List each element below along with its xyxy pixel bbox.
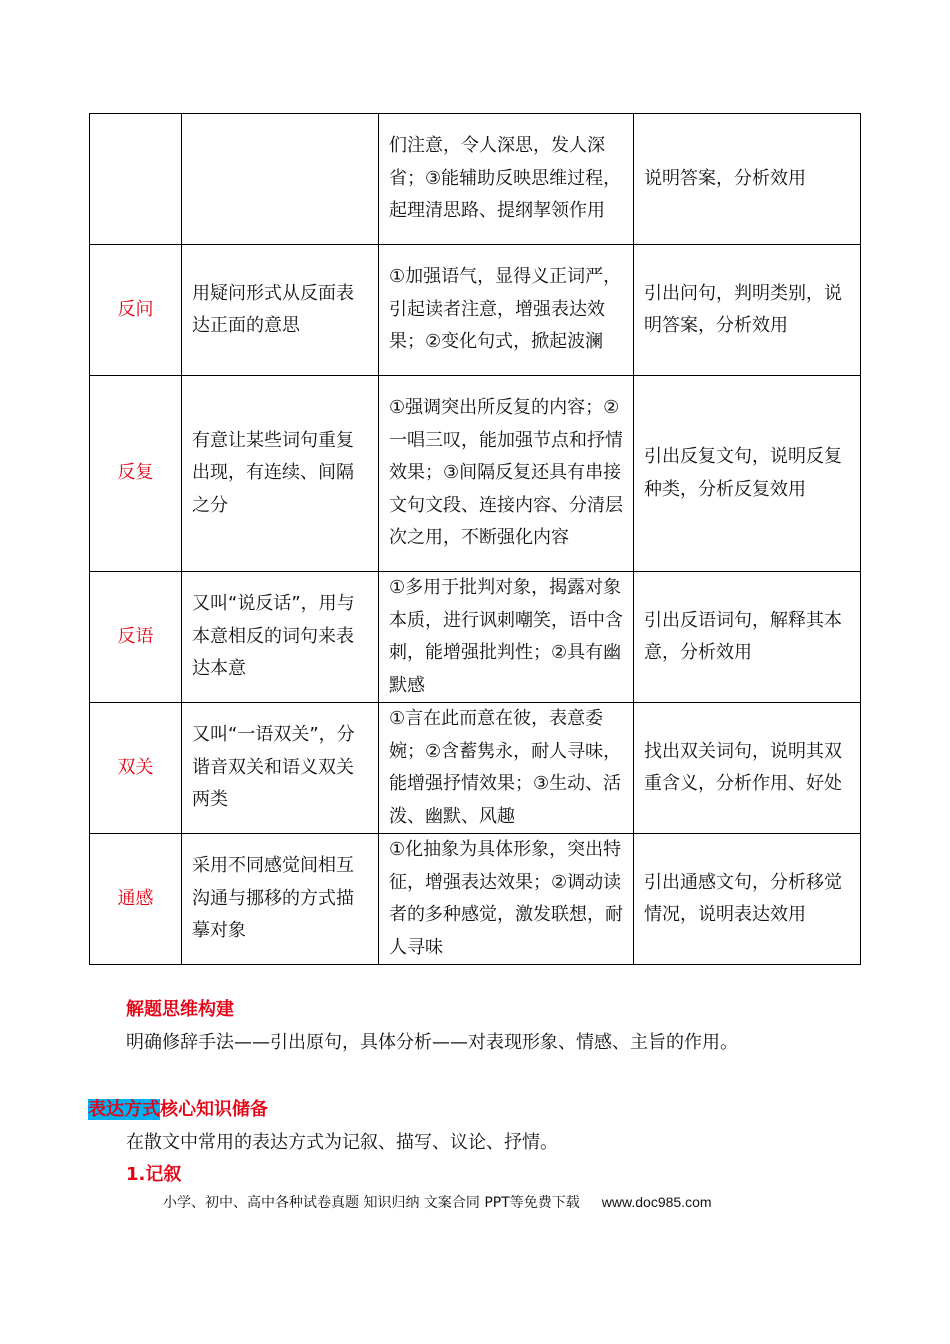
expression-section-title — [88, 1095, 268, 1121]
device-name: 反复 — [90, 376, 182, 572]
device-name: 双关 — [90, 703, 182, 834]
device-effect: 们注意，令人深思，发人深省；③能辅助反映思维过程，起理清思路、提纲挈领作用 — [379, 114, 634, 245]
device-effect: ①多用于批判对象，揭露对象本质，进行讽刺嘲笑，语中含刺，能增强批判性；②具有幽默感 — [379, 572, 634, 703]
footer-website[interactable]: www.doc985.com — [601, 1194, 712, 1210]
answer-method: 引出问句，判明类别，说明答案，分析效用 — [634, 245, 861, 376]
rhetoric-table — [89, 113, 861, 965]
table-row — [90, 572, 861, 703]
expression-intro: 在散文中常用的表达方式为记叙、描写、议论、抒情。 — [126, 1132, 558, 1153]
device-effect: ①强调突出所反复的内容；②一唱三叹，能加强节点和抒情效果；③间隔反复还具有串接文句文段、连接内容、分清层次之用，不断强化内容 — [379, 376, 634, 572]
table-row — [90, 703, 861, 834]
table-row — [90, 376, 861, 572]
thinking-text: 明确修辞手法——引出原句，具体分析——对表现形象、情感、主旨的作用。 — [126, 1032, 738, 1053]
answer-method: 引出通感文句，分析移觉情况，说明表达效用 — [634, 834, 861, 965]
device-definition: 又叫“一语双关”，分谐音双关和语义双关两类 — [182, 703, 379, 834]
page-footer — [163, 1192, 712, 1212]
device-effect: ①化抽象为具体形象，突出特征，增强表达效果；②调动读者的多种感觉，激发联想，耐人寻味 — [379, 834, 634, 965]
device-definition: 又叫“说反话”，用与本意相反的词句来表达本意 — [182, 572, 379, 703]
answer-method: 引出反复文句，说明反复种类，分析反复效用 — [634, 376, 861, 572]
device-name — [90, 114, 182, 245]
device-name: 反语 — [90, 572, 182, 703]
footer-text: 小学、初中、高中各种试卷真题 知识归纳 文案合同 PPT等免费下载 — [163, 1195, 580, 1211]
device-effect: ①言在此而意在彼，表意委婉；②含蓄隽永，耐人寻味，能增强抒情效果；③生动、活泼、幽默、风趣 — [379, 703, 634, 834]
subheading-narration: 1.记叙 — [126, 1164, 182, 1185]
device-definition: 采用不同感觉间相互沟通与挪移的方式描摹对象 — [182, 834, 379, 965]
device-effect: ①加强语气，显得义正词严，引起读者注意，增强表达效果；②变化句式，掀起波澜 — [379, 245, 634, 376]
answer-method: 引出反语词句，解释其本意，分析效用 — [634, 572, 861, 703]
device-definition: 有意让某些词句重复出现，有连续、间隔之分 — [182, 376, 379, 572]
answer-method: 说明答案，分析效用 — [634, 114, 861, 245]
table-row — [90, 834, 861, 965]
device-definition — [182, 114, 379, 245]
thinking-section-title: 解题思维构建 — [126, 999, 234, 1020]
title-highlight: 表达方式 — [88, 1099, 160, 1120]
table-row — [90, 245, 861, 376]
device-name: 通感 — [90, 834, 182, 965]
device-definition: 用疑问形式从反面表达正面的意思 — [182, 245, 379, 376]
answer-method: 找出双关词句，说明其双重含义，分析作用、好处 — [634, 703, 861, 834]
device-name: 反问 — [90, 245, 182, 376]
title-rest: 核心知识储备 — [160, 1099, 268, 1120]
table-row — [90, 114, 861, 245]
